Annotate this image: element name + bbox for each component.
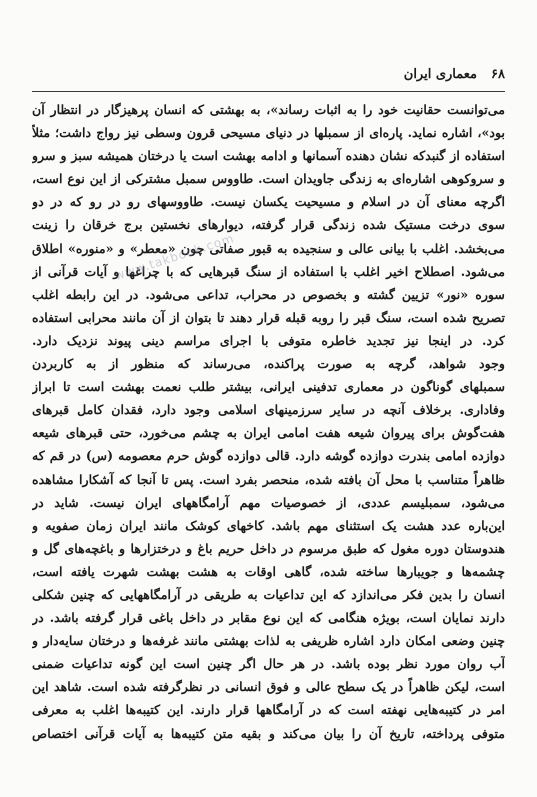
header-divider [32, 91, 505, 92]
text-line: چشمه‌ها و جویبارها ساخته شده، گاهی اوقات به هشت بهشت شهرت یافته است، [32, 563, 505, 579]
text-line: سمبلهای گوناگون در معماری تدفینی ایرانی، بیشتر طلب نعمت بهشت است تا ابراز [32, 379, 505, 395]
text-line: وجود شواهد، گرچه به صورت پراکنده، می‌رساند که منظور از به کاربردن [32, 356, 505, 372]
text-line: چنین وضعی امکان دارد اشاره ظریفی به لذات بهشتی مانند غرفه‌ها و درختان سایه‌دار و [32, 633, 505, 649]
book-title: معماری ایران [403, 67, 478, 82]
text-line: انسان را بدین فکر می‌اندازد که این تداعیات به طریقی در آرامگاههایی که چنین شکلی [32, 586, 505, 602]
page-header [32, 66, 505, 84]
text-line: وفاداری. برخلاف آنچه در سایر سرزمینهای اسلامی وجود دارد، فقدان کامل قبرهای [32, 402, 505, 418]
text-line: سوره «نور» تزیین گشته و بخصوص در محراب، تداعی می‌شود. در این رابطه اغلب [32, 286, 505, 302]
text-line: استفاده از گنبدکه نشان دهنده آسمانها و ادامه بهشت است یا درختان همیشه سبز و سرو [32, 148, 505, 164]
text-line: آب روان مورد نظر بوده باشد. در هر حال اگر چنین است این گونه تداعیات ضمنی [32, 656, 505, 672]
body-text [32, 98, 505, 745]
text-line: امر در کتیبه‌هایی نهفته است که در آرامگاهها قرار دارند. این کتیبه‌ها اغلب به معرفی [32, 702, 505, 718]
text-line: اگرچه معنای آن در اسلام و مسیحیت یکسان نیست. طاووسهای رو در رو که در دو [32, 194, 505, 210]
text-line: دارند نمایان است، بویژه هنگامی که این نوع مقابر در داخل باغی قرار گرفته باشد. در [32, 610, 505, 626]
text-line: و سروکوهی اشاره‌ای به زندگی جاویدان است. طاووس سمبل مشترکی از این نوع است، [32, 171, 505, 187]
text-line: می‌شود. اصطلاح اخیر اغلب با استفاده از سنگ قبرهایی که با چراغها و آیات قرآنی از [32, 263, 505, 279]
text-line: بود»، اشاره نماید. پاره‌ای از سمبلها در دنیای مسیحی قرون وسطی نیز رواج داشت؛ مثلاً [32, 125, 505, 141]
text-line: هندوستان دوره مغول که طبق مرسوم در داخل حریم باغ و درختزارها و باغچه‌های گل و [32, 540, 505, 556]
text-line: می‌توانست حقانیت خود را به اثبات رساند»، به بهشتی که انسان پرهیزگار در انتظار آن [32, 102, 505, 117]
text-line: می‌شود، سمبلیسم عددی، از خصوصیات مهم آرامگاههای ایران نیست. شاید در [32, 494, 505, 510]
text-line: ظاهراً متناسب با محل آن بافته شده، منحصر بفرد است. پس تا آنجا که آشکارا مشاهده [32, 471, 505, 487]
text-line: است، لیکن ظاهراً در یک سطح عالی و فوق انسانی در نظرگرفته شده است. شاهد این [32, 679, 505, 695]
text-line: این‌باره عدد هشت یک استثنای مهم باشد. کاخهای کوشک مانند ایران زمان صفویه و [32, 517, 505, 533]
text-line: سوی درخت مستیک شده زندگی قرار گرفته، دیوارهای نخستین برج خرقان را زینت [32, 217, 505, 233]
text-line: کرد. در اینجا نیز تجدید خاطره متوفی با اجرای مراسم دینی پیوند نزدیک دارد. [32, 332, 505, 348]
text-line: متوفی پرداخته، تاریخ آن را بیان می‌کند و بقیه متن کتیبه‌ها به آیات قرآنی اختصاص [32, 725, 505, 741]
text-line: تصریح شده است، سنگ قبر را روبه قبله قرار دهند تا بتوان از آن مانند محرابی استفاده [32, 309, 505, 325]
text-line: دوازده امامی بندرت دوازده گوشه دارد. قالی دوازده گوش حرم معصومه (س) در قم که [32, 448, 505, 464]
text-line: می‌بخشد. اغلب با بیانی عالی و سنجیده به قبور صفاتی چون «معطر» و «منوره» اطلاق [32, 240, 505, 256]
text-line: هفت‌گوش برای پیروان شیعه هفت امامی ایران به چشم می‌خورد، حتی قبرهای شیعه [32, 425, 505, 441]
page-number: ۶۸ [491, 67, 505, 82]
watermark: www.takbook.com [112, 231, 236, 283]
